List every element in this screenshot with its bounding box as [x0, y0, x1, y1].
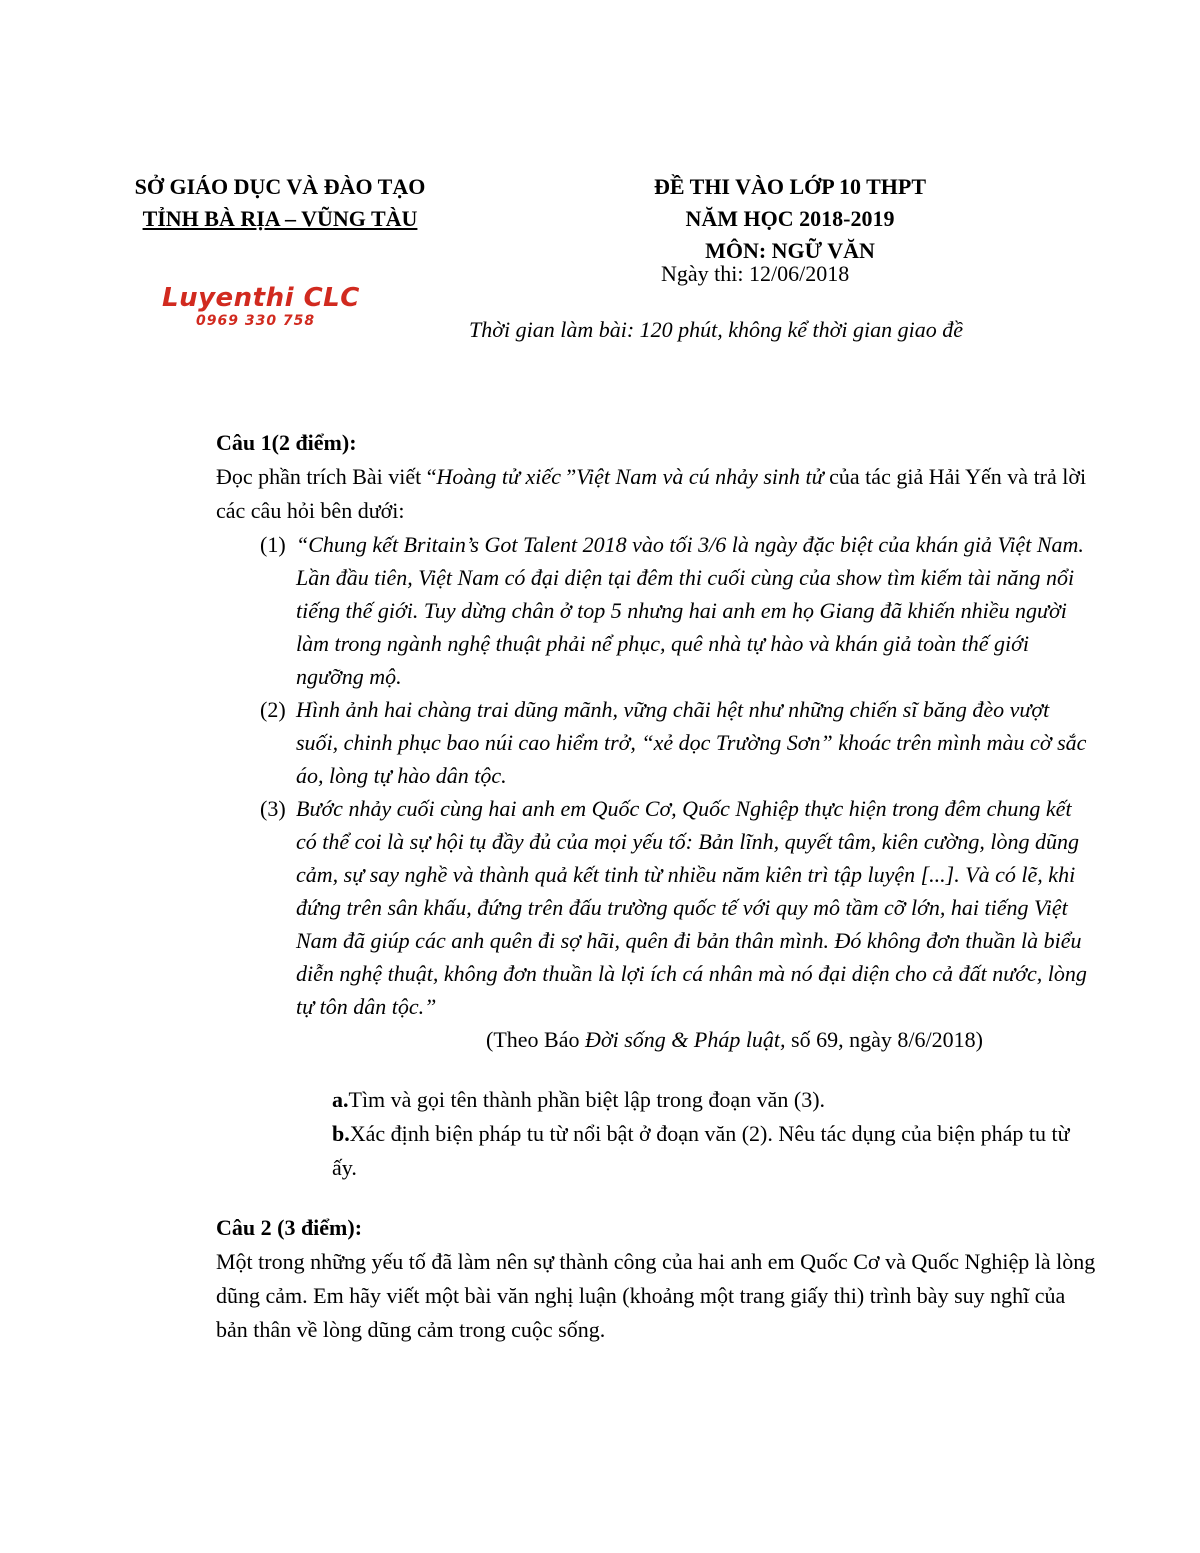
- passage-item: [216, 528, 1096, 693]
- passage-number: (1): [260, 532, 286, 557]
- passage-text: “Chung kết Britain’s Got Talent 2018 vào tối 3/6 là ngày đặc biệt của khán giả Việt Nam. Lần đầu tiên, Việt Nam có đại diện tại đêm thi cuối cùng của show tìm kiếm tài năng nổi tiếng thế giới. Tuy dừng chân ở top 5 nhưng hai anh em họ Giang đã khiến nhiều người làm trong ngành nghệ thuật phải nể phục, quê nhà tự hào và khán giả toàn thế giới ngưỡng mộ.: [296, 532, 1084, 689]
- question-2-text: Một trong những yếu tố đã làm nên sự thành công của hai anh em Quốc Cơ và Quốc Nghiệp là lòng dũng cảm. Em hãy viết một bài văn nghị luận (khoảng một trang giấy thi) trình bày suy nghĩ của bản thân về lòng dũng cảm trong cuộc sống.: [216, 1249, 1096, 1342]
- exam-content: [216, 426, 1096, 1347]
- intro-part: Đọc phần trích Bài viết “: [216, 464, 437, 489]
- intro-part: ”: [566, 464, 577, 489]
- passage-item: [216, 792, 1096, 1023]
- passage-text: Hình ảnh hai chàng trai dũng mãnh, vững chãi hệt như những chiến sĩ băng đèo vượt suối, chinh phục bao núi cao hiểm trở, “xẻ dọc Trường Sơn” khoác trên mình màu cờ sắc áo, lòng tự hào dân tộc.: [296, 697, 1087, 788]
- logo-phone-text: 0969 330 758: [196, 313, 316, 329]
- passage-text: Bước nhảy cuối cùng hai anh em Quốc Cơ, Quốc Nghiệp thực hiện trong đêm chung kết có thể coi là sự hội tụ đầy đủ của mọi yếu tố: Bản lĩnh, quyết tâm, kiên cường, lòng dũng cảm, sự say nghề và thành quả kết tinh từ nhiều năm kiên trì tập luyện [...]. Và có lẽ, khi đứng trên sân khấu, đứng trên đấu trường quốc tế với quy mô tầm cỡ lớn, hai tiếng Việt Nam đã giúp các anh quên đi sợ hãi, quên đi bản thân mình. Đó không đơn thuần là biểu diễn nghệ thuật, không đơn thuần là lợi ích cá nhân mà nó đại diện cho cả đất nước, lòng tự tôn dân tộc.”: [296, 796, 1087, 1019]
- passage-number: (2): [260, 697, 286, 722]
- sub-question-a: [332, 1083, 1096, 1117]
- passage-list: [216, 528, 1096, 1023]
- question-1-heading: Câu 1(2 điểm):: [216, 430, 357, 455]
- passage-source: [486, 1023, 1096, 1057]
- sub-question-b: [332, 1117, 1096, 1185]
- school-year: NĂM HỌC 2018-2019: [685, 206, 895, 231]
- subject: MÔN: NGỮ VĂN: [705, 238, 875, 263]
- sub-question-label: b.: [332, 1121, 350, 1146]
- watermark-logo: [160, 283, 385, 333]
- passage-number: (3): [260, 796, 286, 821]
- sub-question-text: Tìm và gọi tên thành phần biệt lập trong đoạn văn (3).: [348, 1087, 826, 1112]
- intro-title-part: Hoàng tử xiếc: [436, 464, 567, 489]
- exam-title-block: [580, 171, 1000, 267]
- intro-part: của tác giả Hải Yến và trả lời các câu hỏi bên dưới:: [216, 464, 1087, 523]
- logo-brand-text: Luyenthi CLC: [162, 283, 360, 313]
- intro-title-part: Việt Nam và cú nhảy sinh tử: [576, 464, 824, 489]
- sub-question-label: a.: [332, 1087, 349, 1112]
- source-part: (Theo Báo: [486, 1027, 585, 1052]
- question-1-intro: [216, 460, 1096, 528]
- source-newspaper: Đời sống & Pháp luật,: [584, 1027, 786, 1052]
- sub-question-text: Xác định biện pháp tu từ nổi bật ở đoạn văn (2). Nêu tác dụng của biện pháp tu từ ấy.: [332, 1121, 1070, 1180]
- question-2-heading: Câu 2 (3 điểm):: [216, 1215, 363, 1240]
- issuing-authority: [100, 171, 460, 235]
- province-name: TỈNH BÀ RỊA – VŨNG TÀU: [142, 206, 418, 231]
- exam-date: Ngày thi: 12/06/2018: [661, 261, 850, 286]
- department-name: SỞ GIÁO DỤC VÀ ĐÀO TẠO: [134, 174, 426, 199]
- exam-duration: Thời gian làm bài: 120 phút, không kể thời gian giao đề: [469, 317, 964, 342]
- source-part: số 69, ngày 8/6/2018): [785, 1027, 983, 1052]
- passage-item: [216, 693, 1096, 792]
- exam-title: ĐỀ THI VÀO LỚP 10 THPT: [653, 174, 926, 199]
